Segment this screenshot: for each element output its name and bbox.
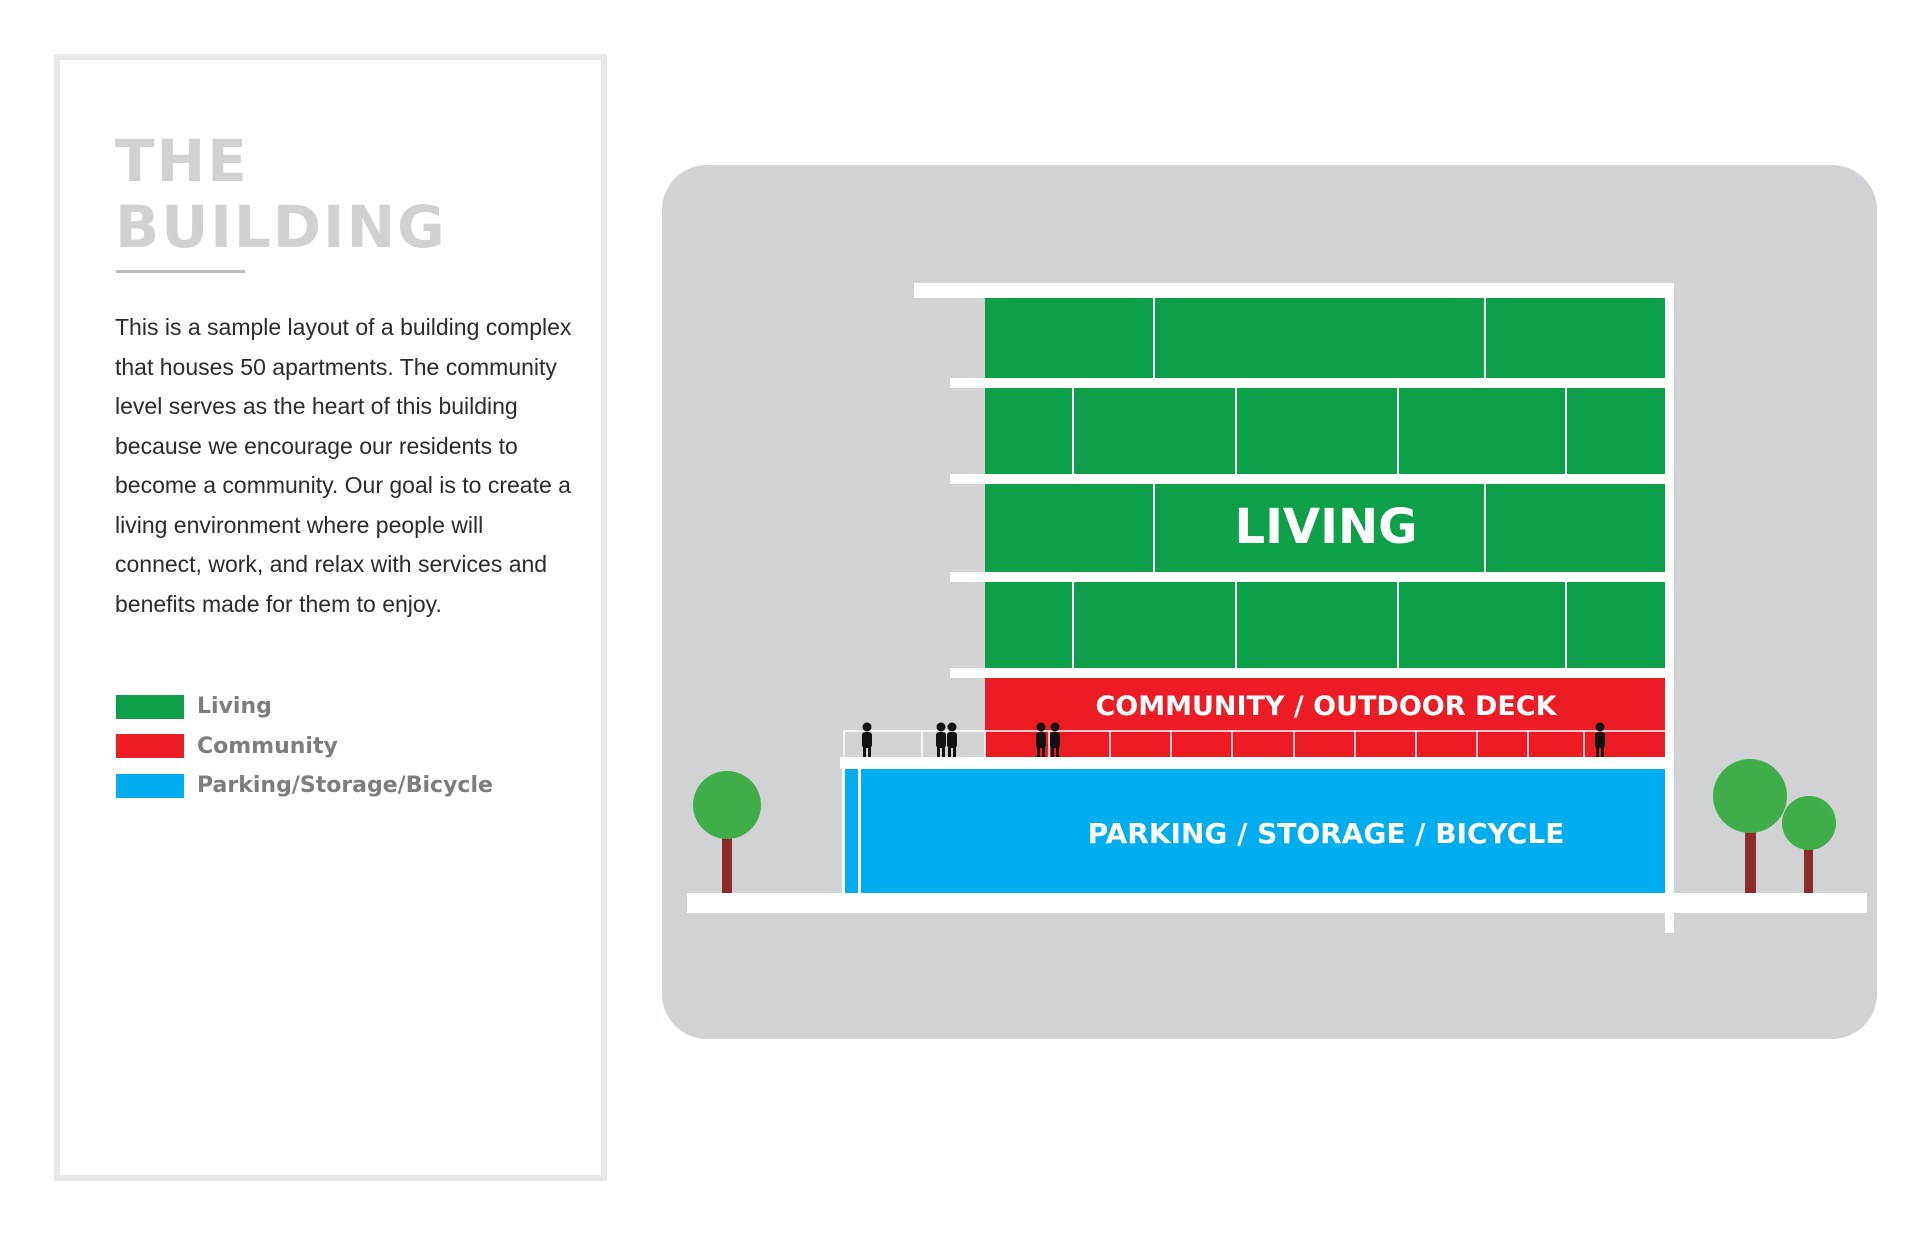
tree-crown [1782, 796, 1836, 850]
ground-line [687, 893, 1867, 913]
legend [116, 687, 493, 806]
community-label: COMMUNITY / OUTDOOR DECK [1095, 691, 1557, 722]
living-label: LIVING [1234, 499, 1418, 555]
parking-label: PARKING / STORAGE / BICYCLE [1087, 817, 1565, 850]
info-panel [54, 54, 607, 1181]
legend-swatch-parking [116, 774, 184, 798]
building-diagram [662, 165, 1877, 1039]
description-text: This is a sample layout of a building complex that houses 50 apartments. The community level serves as the heart of this building because we encourage our residents to become a community. Our goal is to create a living environment where people will connect, work, and relax with services and benefits made for them to enjoy. [115, 314, 572, 617]
living-floor [985, 582, 1665, 668]
legend-swatch-living [116, 695, 184, 719]
tree-crown [1713, 759, 1787, 833]
legend-label: Living [197, 694, 272, 720]
parking-ramp-edge [858, 769, 861, 893]
legend-item-living [116, 687, 493, 727]
tree-crown [693, 771, 761, 839]
living-floor [985, 388, 1665, 474]
legend-item-community [116, 727, 493, 767]
living-floor [985, 298, 1665, 378]
title-divider [116, 270, 245, 273]
legend-label: Parking/Storage/Bicycle [197, 773, 493, 799]
title-line-1: THE [115, 127, 249, 195]
legend-item-parking [116, 766, 493, 806]
page-title [115, 128, 447, 260]
parking-ramp-edge [842, 769, 845, 893]
legend-swatch-community [116, 734, 184, 758]
legend-label: Community [197, 733, 338, 759]
title-line-2: BUILDING [115, 193, 447, 261]
